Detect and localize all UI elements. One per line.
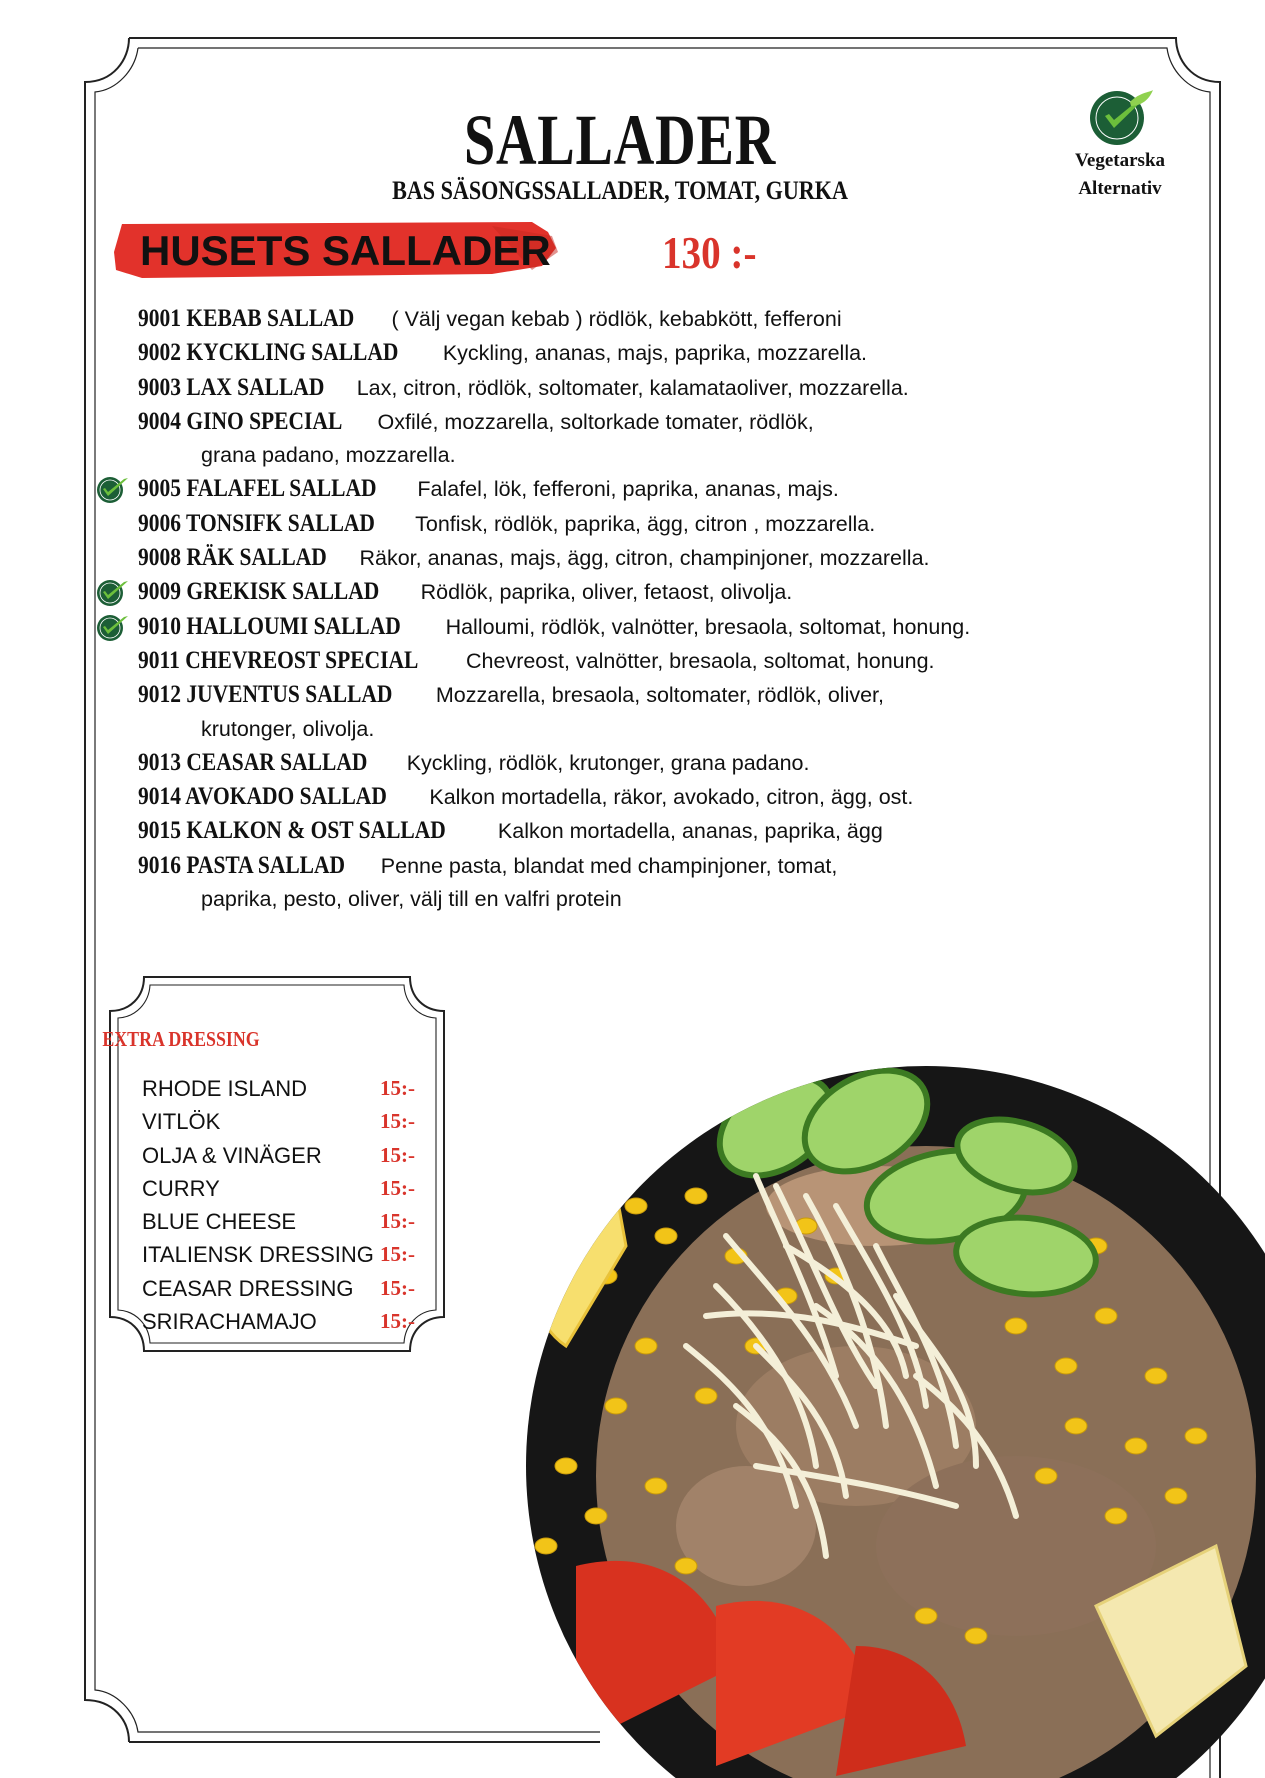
menu-item-name: 9015 KALKON & OST SALLAD <box>138 817 446 845</box>
menu-item-9006 <box>138 507 1138 541</box>
dressing-item <box>142 1272 442 1305</box>
dressing-price: 15:- <box>380 1109 415 1134</box>
vegan-friendly-icon <box>94 473 132 505</box>
menu-item-9012 <box>138 678 1138 712</box>
menu-item-name: 9008 RÄK SALLAD <box>138 544 327 572</box>
menu-item-9011 <box>138 644 1138 678</box>
dressing-item <box>142 1139 442 1172</box>
menu-item-description: ( Välj vegan kebab ) rödlök, kebabkött, fefferoni <box>391 307 842 331</box>
vegan-legend-line2: Alternativ <box>1078 178 1162 199</box>
dressing-name: VITLÖK <box>142 1109 221 1135</box>
menu-item-name: 9009 GREKISK SALLAD <box>138 578 380 606</box>
menu-item-description: Kalkon mortadella, ananas, paprika, ägg <box>497 819 883 844</box>
menu-item-9013 <box>138 746 1138 780</box>
salad-menu-list <box>138 302 1138 916</box>
dressing-name: OLJA & VINÄGER <box>142 1142 322 1168</box>
vegan-legend-line1: Vegetarska <box>1074 150 1166 171</box>
menu-item-description: Halloumi, rödlök, valnötter, bresaola, soltomat, honung. <box>445 614 971 639</box>
menu-item-name: 9013 CEASAR SALLAD <box>138 748 368 776</box>
menu-item-description: Kyckling, rödlök, krutonger, grana padano. <box>406 750 810 775</box>
menu-item-name: 9012 JUVENTUS SALLAD <box>138 681 393 709</box>
dressing-name: SRIRACHAMAJO <box>142 1309 317 1335</box>
dressing-item <box>142 1305 442 1338</box>
menu-item-9005 <box>138 472 1138 506</box>
vegan-legend <box>1060 86 1180 202</box>
menu-item-name: 9016 PASTA SALLAD <box>138 851 346 879</box>
dressing-price: 15:- <box>380 1309 415 1334</box>
dressing-name: CURRY <box>142 1175 220 1201</box>
menu-item-9002 <box>138 336 1138 370</box>
menu-item-description-continued: grana padano, mozzarella. <box>201 443 456 468</box>
section-price: 130 :- <box>662 227 757 278</box>
dressing-item <box>142 1105 442 1138</box>
menu-item-9008 <box>138 541 1138 575</box>
dressing-price: 15:- <box>380 1209 415 1234</box>
dressing-name: CEASAR DRESSING <box>142 1275 354 1301</box>
menu-item-name: 9004 GINO SPECIAL <box>138 407 343 435</box>
menu-item-9015 <box>138 814 1138 848</box>
menu-item-description: Mozzarella, bresaola, soltomater, rödlök, oliver, <box>435 683 884 708</box>
dressing-name: BLUE CHEESE <box>142 1209 297 1235</box>
section-title: HUSETS SALLADER <box>140 227 551 274</box>
menu-item-name: 9010 HALLOUMI SALLAD <box>138 612 401 640</box>
vegan-friendly-icon <box>1085 86 1155 146</box>
dressing-price: 15:- <box>380 1175 415 1200</box>
dressing-item <box>142 1172 442 1205</box>
menu-item-name: 9006 TONSIFK SALLAD <box>138 509 375 537</box>
menu-item-description: Penne pasta, blandat med champinjoner, tomat, <box>380 853 838 878</box>
dressing-title: EXTRA DRESSING <box>102 1027 260 1051</box>
dressing-name: RHODE ISLAND <box>142 1076 308 1101</box>
menu-item-description: Lax, citron, rödlök, soltomater, kalamataoliver, mozzarella. <box>356 375 909 400</box>
dressing-price: 15:- <box>380 1275 415 1300</box>
dressing-item <box>142 1205 442 1238</box>
vegan-friendly-icon <box>94 611 132 643</box>
dressing-item <box>142 1072 442 1105</box>
menu-item-name: 9014 AVOKADO SALLAD <box>138 783 387 811</box>
dressing-price: 15:- <box>380 1242 415 1267</box>
dressing-price: 15:- <box>380 1076 415 1100</box>
dressing-price: 15:- <box>380 1142 415 1167</box>
menu-item-name: 9003 LAX SALLAD <box>138 373 325 401</box>
salad-bowl-image <box>456 1046 1265 1778</box>
menu-item-description: Chevreost, valnötter, bresaola, soltomat, honung. <box>466 648 935 673</box>
menu-item-9009 <box>138 575 1138 609</box>
menu-item-name: 9011 CHEVREOST SPECIAL <box>138 646 419 674</box>
menu-item-description: Tonfisk, rödlök, paprika, ägg, citron , mozzarella. <box>415 511 876 536</box>
page-title: SALLADER <box>463 100 777 180</box>
vegan-friendly-icon <box>94 576 132 608</box>
menu-item-description: Kyckling, ananas, majs, paprika, mozzarella. <box>442 341 868 366</box>
dressing-name: ITALIENSK DRESSING <box>142 1242 374 1268</box>
menu-item-9016 <box>138 849 1138 883</box>
menu-item-name: 9002 KYCKLING SALLAD <box>138 339 399 367</box>
dressing-item <box>142 1238 442 1271</box>
menu-item-name: 9005 FALAFEL SALLAD <box>138 475 377 503</box>
menu-item-description-continued: krutonger, olivolja. <box>201 716 375 741</box>
dressing-list <box>142 1072 442 1338</box>
menu-item-description: Kalkon mortadella, räkor, avokado, citron, ägg, ost. <box>429 785 914 810</box>
menu-item-9001 <box>138 302 1138 336</box>
menu-item-description: Falafel, lök, fefferoni, paprika, ananas, majs. <box>417 477 839 502</box>
menu-item-9010 <box>138 610 1138 644</box>
menu-item-9014 <box>138 780 1138 814</box>
menu-item-description: Räkor, ananas, majs, ägg, citron, champinjoner, mozzarella. <box>359 546 930 571</box>
menu-item-9003 <box>138 371 1138 405</box>
menu-item-description-continued: paprika, pesto, oliver, välj till en valfri protein <box>201 887 622 912</box>
menu-item-9004 <box>138 405 1138 439</box>
menu-item-name: 9001 KEBAB SALLAD <box>138 305 355 332</box>
page-subtitle: BAS SÄSONGSSALLADER, TOMAT, GURKA <box>392 176 848 205</box>
menu-item-description: Oxfilé, mozzarella, soltorkade tomater, rödlök, <box>377 409 814 434</box>
menu-item-description: Rödlök, paprika, oliver, fetaost, olivolja. <box>420 580 793 605</box>
